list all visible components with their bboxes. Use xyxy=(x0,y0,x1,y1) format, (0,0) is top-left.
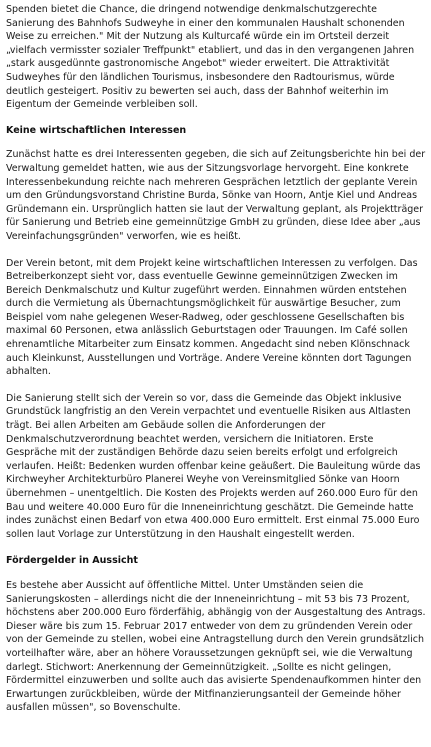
paragraph: Es bestehe aber Aussicht auf öffentliche Mittel. Unter Umständen seien die Sanierungskosten – allerdings nicht die der Inneneinrichtung – mit 53 bis 73 Prozent, höchstens aber 200.000 Euro förderfähig, abhängig von der Ausgestaltung des Antrags. Dieser wäre bis zum 15. Februar 2017 entweder von dem zu gründenden Verein oder von der Gemeinde zu stellen, wobei eine Antragstellung durch den Verein grundsätzlich vorteilhafter wäre, aber an höhere Voraussetzungen geknüpft sei, wie die Verwaltung darlegt. Stichwort: Anerkennung der Gemeinnützigkeit. „Sollte es nicht gelingen, Fördermittel einzuwerben und sollte auch das avisierte Spendenaufkommen hinter den Erwartungen zurückbleiben, würde der Mitfinanzierungsanteil der Gemeinde höher ausfallen müssen", so Bovenschulte. xyxy=(6,579,426,714)
section-heading-funding-in-prospect: Fördergelder in Aussicht xyxy=(6,555,138,567)
paragraph-intro: Spenden bietet die Chance, die dringend notwendige denkmalschutzgerechte Sanierung des Bahnhofs Sudweyhe in einer den kommunalen Haushalt schonenden Weise zu erreichen." Mit der Nutzung als Kulturcafé würde ein im Ortsteil derzeit „vielfach vermisster sozialer Treffpunkt" etabliert, und das in den vergangenen Jahren „stark ausgedünnte gastronomische Angebot" wieder erweitert. Die Attraktivität Sudweyhes für den ländlichen Tourismus, insbesondere den Radtourismus, würde deutlich gesteigert. Positiv zu bewerten sei auch, dass der Bahnhof weiterhin im Eigentum der Gemeinde verbleiben soll. xyxy=(6,4,415,111)
paragraph: Die Sanierung stellt sich der Verein so vor, dass die Gemeinde das Objekt inklusive Grundstück langfristig an den Verein verpachtet und eventuelle Risiken aus Altlasten trägt. Bei allen Arbeiten am Gebäude sollen die Anforderungen der Denkmalschutzverordnung beachtet werden, versichern die Initiatoren. Erste Gespräche mit der zuständigen Behörde dazu seien bereits erfolgt und erfolgreich verlaufen. Heißt: Bedenken wurden offenbar keine geäußert. Die Bauleitung würde das Kirchweyher Architekturbüro Planerei Weyhe von Vereinsmitglied Sönke van Hoorn übernehmen – unentgeltlich. Die Kosten des Projekts werden auf 260.000 Euro für den Bau und weitere 40.000 Euro für die Inneneinrichtung geschätzt. Die Gemeinde hatte indes zunächst einen Bedarf von etwa 400.000 Euro ermittelt. Erst einmal 75.000 Euro sollen laut Vorlage zur Unterstützung in den Haushalt eingestellt werden. xyxy=(6,392,421,540)
article-body xyxy=(6,3,426,728)
section-heading-no-economic-interests: Keine wirtschaftlichen Interessen xyxy=(6,124,187,136)
paragraph: Der Verein betont, mit dem Projekt keine wirtschaftlichen Interessen zu verfolgen. Das Betreiberkonzept sieht vor, dass eventuelle Gewinne gemeinnützigen Zwecken im Bereich Denkmalschutz und Kultur zugeführt werden. Einnahmen würden entstehen durch die Vermietung als Übernachtungsmöglichkeit für auswärtige Besucher, zum Beispiel vom nahe gelegenen Weser-Radweg, oder geschlossene Gesellschaften bis maximal 60 Personen, etwa anlässlich Geburtstagen oder Trauungen. Im Café sollen ehrenamtliche Mitarbeiter zum Einsatz kommen. Angedacht sind neben Klönschnack auch Kleinkunst, Ausstellungen und Vorträge. Andere Vereine könnten dort Tagungen abhalten. xyxy=(6,257,418,378)
paragraph: Zunächst hatte es drei Interessenten gegeben, die sich auf Zeitungsberichte hin bei der Verwaltung gemeldet hatten, wie aus der Sitzungsvorlage hervorgeht. Eine konkrete Interessenbekundung reichte nach mehreren Gesprächen letztlich der geplante Verein um den Gründungsvorstand Christine Burda, Sönke van Hoorn, Antje Kiel und Andreas Gründemann ein. Ursprünglich hatten sie laut der Verwaltung geplant, als Projektträger für Sanierung und Betrieb eine gemeinnützige GmbH zu gründen, diese Idee aber „aus Vereinfachungsgründen" verworfen, wie es heißt. xyxy=(6,149,426,242)
